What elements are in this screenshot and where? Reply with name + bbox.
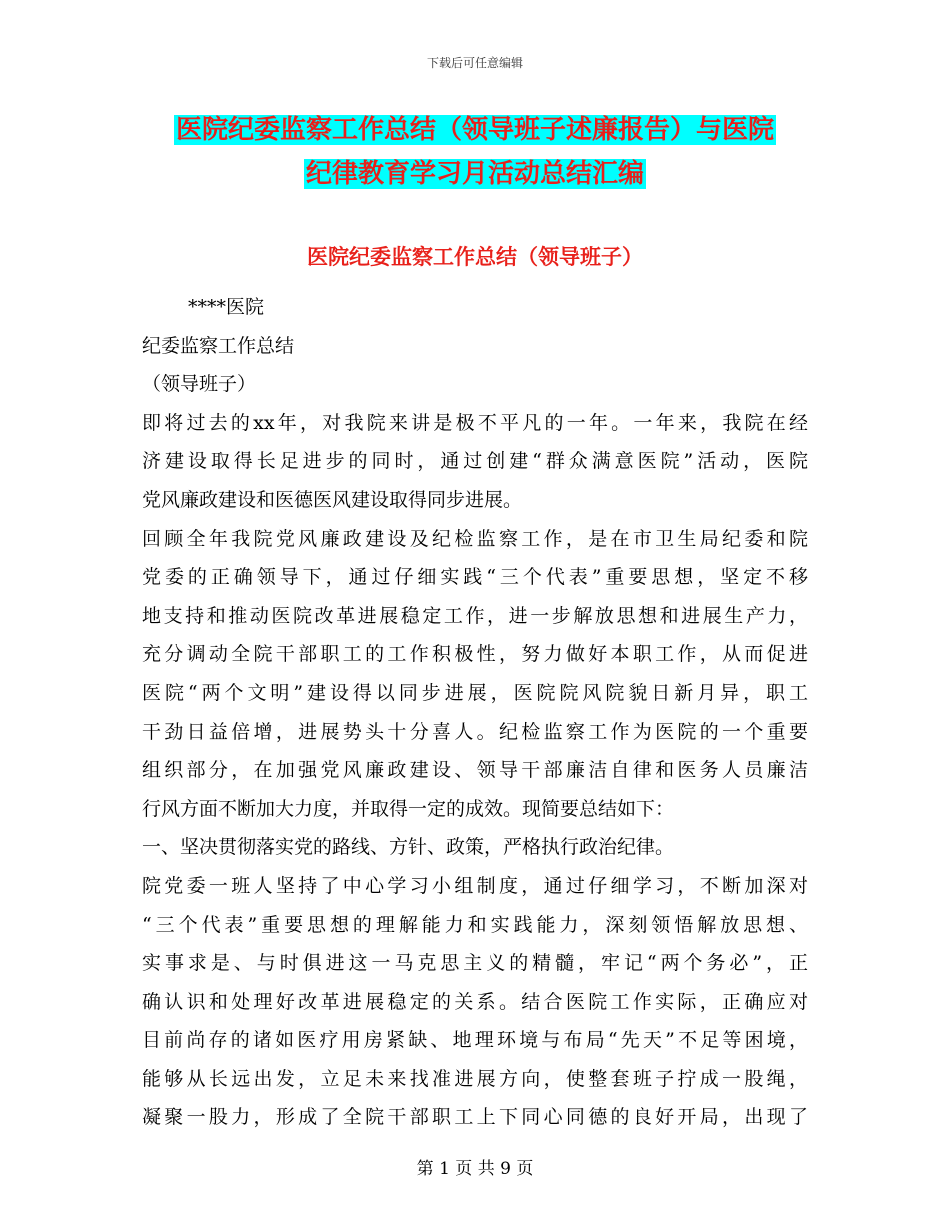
- body-line: 地支持和推动医院改革进展稳定工作，进一步解放思想和进展生产力，: [142, 604, 808, 627]
- title-highlight-2: 纪律教育学习月活动总结汇编: [305, 159, 644, 189]
- body-line: 济建设取得长足进步的同时，通过创建“群众满意医院”活动，医院: [142, 450, 808, 473]
- body-line: ****医院: [188, 296, 265, 318]
- body-line: 院党委一班人坚持了中心学习小组制度，通过仔细学习，不断加深对: [142, 874, 808, 897]
- page-header-note: 下载后可任意编辑: [426, 56, 523, 70]
- section-title: 医院纪委监察工作总结（领导班子）: [307, 245, 643, 269]
- body-line: 即将过去的xx年，对我院来讲是极不平凡的一年。一年来，我院在经: [142, 411, 808, 434]
- body-line: 一、坚决贯彻落实党的路线、方针、政策，严格执行政治纪律。: [142, 836, 675, 859]
- body-line: 组织部分，在加强党风廉政建设、领导干部廉洁自律和医务人员廉洁: [142, 759, 808, 782]
- body-line: “三个代表”重要思想的理解能力和实践能力，深刻领悟解放思想、: [142, 913, 808, 936]
- body-line: 干劲日益倍增，进展势头十分喜人。纪检监察工作为医院的一个重要: [142, 720, 808, 743]
- body-line: 能够从长远出发，立足未来找准进展方向，使整套班子拧成一股绳，: [142, 1067, 808, 1090]
- body-line: 医院“两个文明”建设得以同步进展，医院院风院貌日新月异，职工: [142, 681, 808, 704]
- body-line: （领导班子）: [142, 373, 257, 396]
- document-title-line-1: [0, 108, 950, 152]
- body-line: 实事求是、与时俱进这一马克思主义的精髓，牢记“两个务必”，正: [142, 952, 808, 975]
- body-line: 行风方面不断加大力度，并取得一定的成效。现简要总结如下：: [142, 797, 675, 820]
- body-line: 党委的正确领导下，通过仔细实践“三个代表”重要思想，坚定不移: [142, 566, 808, 589]
- body-line: 凝聚一股力，形成了全院干部职工上下同心同德的良好开局，出现了: [142, 1106, 808, 1129]
- page-number: 第 1 页 共 9 页: [416, 1159, 534, 1179]
- body-line: 确认识和处理好改革进展稳定的关系。结合医院工作实际，正确应对: [142, 990, 808, 1013]
- body-line: 纪委监察工作总结: [142, 334, 295, 357]
- document-body: [142, 288, 808, 1137]
- document-title-line-2: [0, 152, 950, 196]
- body-line: 党风廉政建设和医德医风建设取得同步进展。: [142, 488, 523, 511]
- title-highlight-1: 医院纪委监察工作总结（领导班子述廉报告）与医院: [175, 115, 774, 145]
- body-line: 目前尚存的诸如医疗用房紧缺、地理环境与布局“先天”不足等困境，: [142, 1029, 808, 1052]
- body-line: 充分调动全院干部职工的工作积极性，努力做好本职工作，从而促进: [142, 643, 808, 666]
- body-line: 回顾全年我院党风廉政建设及纪检监察工作，是在市卫生局纪委和院: [142, 527, 808, 550]
